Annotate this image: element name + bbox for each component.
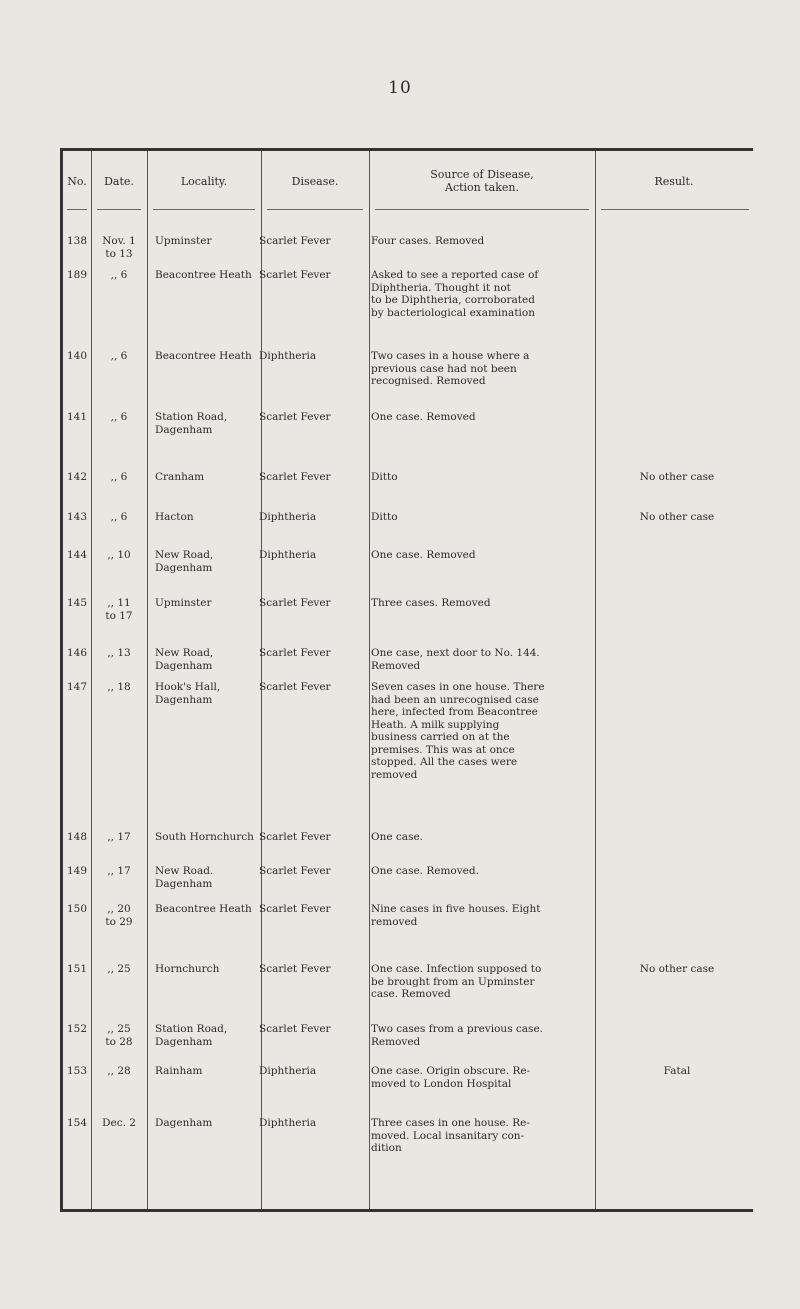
header-rule	[375, 209, 589, 210]
row-result: No other case	[639, 963, 715, 975]
row-source-line: Two cases from a previous case.	[371, 1023, 543, 1035]
row-date-line: ,, 13	[107, 647, 131, 659]
row-date-line: to 29	[105, 915, 133, 928]
row-number: 149	[66, 865, 88, 877]
row-disease: Scarlet Fever	[259, 471, 331, 483]
row-date-line: Nov. 1	[102, 235, 136, 247]
row-source-line: removed	[371, 915, 418, 928]
row-date-line: to 13	[105, 247, 133, 260]
row-source-line: One case. Infection supposed to	[371, 963, 542, 975]
row-number: 138	[66, 235, 88, 247]
row-number: 152	[66, 1023, 88, 1035]
row-locality	[155, 269, 273, 282]
row-number: 142	[66, 471, 88, 483]
row-source-line: Removed	[371, 659, 421, 672]
row-source	[371, 597, 593, 610]
column-rule	[91, 151, 92, 1209]
row-date	[93, 511, 145, 524]
row-source-line: One case. Removed.	[371, 865, 479, 877]
row-date	[93, 1023, 145, 1048]
row-date-line: ,, 20	[107, 903, 131, 915]
row-date	[93, 597, 145, 622]
row-number: 140	[66, 350, 88, 362]
row-locality-line: Dagenham	[155, 423, 213, 436]
row-source-line: moved to London Hospital	[371, 1077, 512, 1090]
row-disease: Scarlet Fever	[259, 411, 331, 423]
row-date	[93, 350, 145, 363]
row-source-line: One case. Removed	[371, 549, 476, 561]
row-source	[371, 411, 593, 424]
row-date-line: ,, 17	[107, 865, 131, 877]
row-source	[371, 350, 593, 388]
row-source-line: One case. Removed	[371, 411, 476, 423]
row-locality	[155, 963, 273, 976]
row-locality-line: South Hornchurch	[155, 831, 254, 843]
row-source-line: removed	[371, 768, 418, 781]
row-locality-line: Beacontree Heath	[155, 903, 252, 915]
row-source-line: stopped. All the cases were	[371, 756, 518, 768]
row-source	[371, 511, 593, 524]
row-date-line: ,, 6	[110, 350, 128, 362]
row-source	[371, 1117, 593, 1155]
row-result: No other case	[639, 511, 715, 523]
row-locality-line: Hacton	[155, 511, 194, 523]
row-date	[93, 903, 145, 928]
row-date-line: Dec. 2	[102, 1117, 136, 1129]
row-source	[371, 903, 593, 928]
row-source-line: Ditto	[371, 511, 398, 523]
row-locality-line: Station Road,	[155, 1023, 228, 1035]
row-date	[93, 411, 145, 424]
row-date-line: ,, 6	[110, 411, 128, 423]
row-source-line: to be Diphtheria, corroborated	[371, 294, 535, 306]
header-disease: Disease.	[291, 174, 339, 188]
row-locality-line: New Road.	[155, 865, 214, 877]
row-locality-line: Rainham	[155, 1065, 203, 1077]
header-source-line1: Source of Disease,	[430, 168, 534, 181]
row-date-line: ,, 25	[107, 1023, 131, 1035]
row-locality	[155, 681, 273, 706]
row-locality-line: Dagenham	[155, 1117, 213, 1129]
row-locality	[155, 831, 273, 844]
row-source	[371, 681, 593, 781]
row-locality	[155, 350, 273, 363]
row-number: 147	[66, 681, 88, 693]
row-source-line: had been an unrecognised case	[371, 693, 539, 706]
row-source-line: recognised. Removed	[371, 375, 486, 387]
row-source	[371, 549, 593, 562]
row-date	[93, 963, 145, 976]
row-locality	[155, 1117, 273, 1130]
row-locality-line: Dagenham	[155, 561, 213, 574]
row-source-line: by bacteriological examination	[371, 306, 535, 319]
row-date	[93, 549, 145, 562]
row-result: Fatal	[663, 1065, 691, 1077]
row-source-line: One case. Origin obscure. Re-	[371, 1065, 531, 1077]
row-number: 141	[66, 411, 88, 423]
row-date-line: to 28	[105, 1035, 133, 1048]
row-date	[93, 1065, 145, 1078]
row-locality-line: Beacontree Heath	[155, 350, 252, 362]
row-source	[371, 963, 593, 1001]
row-date-line: to 17	[105, 609, 133, 622]
row-source-line: Two cases in a house where a	[371, 350, 530, 362]
row-source-line: moved. Local insanitary con-	[371, 1129, 525, 1142]
row-locality	[155, 1065, 273, 1078]
row-disease: Scarlet Fever	[259, 831, 331, 843]
row-locality-line: New Road,	[155, 549, 214, 561]
row-locality-line: Cranham	[155, 471, 205, 483]
row-locality-line: Upminster	[155, 597, 212, 609]
row-source-line: Asked to see a reported case of	[371, 269, 539, 281]
row-date	[93, 831, 145, 844]
row-locality-line: Hornchurch	[155, 963, 220, 975]
row-disease: Scarlet Fever	[259, 1023, 331, 1035]
row-source-line: Three cases in one house. Re-	[371, 1117, 530, 1129]
row-number: 143	[66, 511, 88, 523]
row-number: 151	[66, 963, 88, 975]
row-locality-line: Beacontree Heath	[155, 269, 252, 281]
column-rule	[369, 151, 370, 1209]
row-source-line: be brought from an Upminster	[371, 975, 535, 988]
row-disease: Scarlet Fever	[259, 681, 331, 693]
row-disease: Scarlet Fever	[259, 235, 331, 247]
row-locality	[155, 549, 273, 574]
row-locality	[155, 903, 273, 916]
row-locality	[155, 1023, 273, 1048]
row-source	[371, 269, 593, 319]
header-no: No.	[67, 174, 87, 188]
row-date	[93, 1117, 145, 1130]
header-rule	[601, 209, 749, 210]
row-date-line: ,, 6	[110, 269, 128, 281]
header-locality: Locality.	[180, 174, 228, 188]
row-number: 153	[66, 1065, 88, 1077]
header-date: Date.	[104, 174, 134, 188]
row-source-line: previous case had not been	[371, 362, 517, 375]
row-locality-line: Dagenham	[155, 877, 213, 890]
notifications-table	[60, 148, 753, 1212]
row-source	[371, 235, 593, 248]
row-source-line: Three cases. Removed	[371, 597, 491, 609]
row-locality-line: Station Road,	[155, 411, 228, 423]
row-date-line: ,, 18	[107, 681, 131, 693]
row-locality-line: New Road,	[155, 647, 214, 659]
row-disease: Diphtheria	[259, 511, 317, 523]
row-source-line: business carried on at the	[371, 731, 510, 743]
row-date	[93, 269, 145, 282]
row-date	[93, 235, 145, 260]
row-disease: Diphtheria	[259, 549, 317, 561]
row-number: 145	[66, 597, 88, 609]
row-date-line: ,, 28	[107, 1065, 131, 1077]
page-number: 10	[388, 78, 412, 98]
row-number: 154	[66, 1117, 88, 1129]
header-rule	[67, 209, 87, 210]
row-disease: Scarlet Fever	[259, 903, 331, 915]
row-source-line: Nine cases in five houses. Eight	[371, 903, 541, 915]
row-result: No other case	[639, 471, 715, 483]
row-date	[93, 865, 145, 878]
row-source-line: One case, next door to No. 144.	[371, 647, 540, 659]
row-source	[371, 647, 593, 672]
header-rule	[267, 209, 363, 210]
row-source-line: Removed	[371, 1035, 421, 1048]
row-locality	[155, 471, 273, 484]
row-source-line: Ditto	[371, 471, 398, 483]
column-rule	[147, 151, 148, 1209]
row-number: 148	[66, 831, 88, 843]
row-date	[93, 647, 145, 660]
row-locality	[155, 511, 273, 524]
row-disease: Diphtheria	[259, 1065, 317, 1077]
header-source-line2: Action taken.	[445, 181, 519, 194]
row-locality-line: Upminster	[155, 235, 212, 247]
row-date-line: ,, 17	[107, 831, 131, 843]
row-date-line: ,, 6	[110, 471, 128, 483]
row-locality	[155, 865, 273, 890]
row-locality	[155, 411, 273, 436]
row-source-line: Four cases. Removed	[371, 235, 485, 247]
row-number: 146	[66, 647, 88, 659]
row-date-line: ,, 6	[110, 511, 128, 523]
row-disease: Scarlet Fever	[259, 597, 331, 609]
row-date	[93, 681, 145, 694]
row-disease: Scarlet Fever	[259, 269, 331, 281]
row-source	[371, 865, 593, 878]
row-number: 189	[66, 269, 88, 281]
row-disease: Diphtheria	[259, 1117, 317, 1129]
row-source-line: case. Removed	[371, 988, 451, 1000]
row-source-line: Seven cases in one house. There	[371, 681, 545, 693]
header-source	[369, 151, 595, 211]
row-source	[371, 1065, 593, 1090]
row-disease: Scarlet Fever	[259, 865, 331, 877]
row-source-line: dition	[371, 1142, 402, 1154]
row-source-line: Heath. A milk supplying	[371, 718, 500, 731]
row-disease: Scarlet Fever	[259, 647, 331, 659]
row-source-line: One case.	[371, 831, 424, 843]
row-locality	[155, 235, 273, 248]
row-number: 150	[66, 903, 88, 915]
row-locality-line: Dagenham	[155, 659, 213, 672]
row-source-line: Diphtheria. Thought it not	[371, 281, 511, 294]
row-disease: Scarlet Fever	[259, 963, 331, 975]
row-disease: Diphtheria	[259, 350, 317, 362]
row-locality-line: Hook's Hall,	[155, 681, 221, 693]
column-rule	[595, 151, 596, 1209]
row-date	[93, 471, 145, 484]
row-date-line: ,, 25	[107, 963, 131, 975]
row-source-line: here, infected from Beacontree	[371, 706, 538, 718]
row-locality-line: Dagenham	[155, 693, 213, 706]
row-number: 144	[66, 549, 88, 561]
row-locality-line: Dagenham	[155, 1035, 213, 1048]
row-locality	[155, 597, 273, 610]
row-date-line: ,, 10	[107, 549, 131, 561]
row-source	[371, 831, 593, 844]
header-result: Result.	[654, 174, 694, 188]
row-locality	[155, 647, 273, 672]
column-rule	[261, 151, 262, 1209]
header-rule	[97, 209, 141, 210]
header-rule	[153, 209, 255, 210]
row-source	[371, 1023, 593, 1048]
row-source-line: premises. This was at once	[371, 743, 515, 756]
row-date-line: ,, 11	[107, 597, 131, 609]
row-source	[371, 471, 593, 484]
